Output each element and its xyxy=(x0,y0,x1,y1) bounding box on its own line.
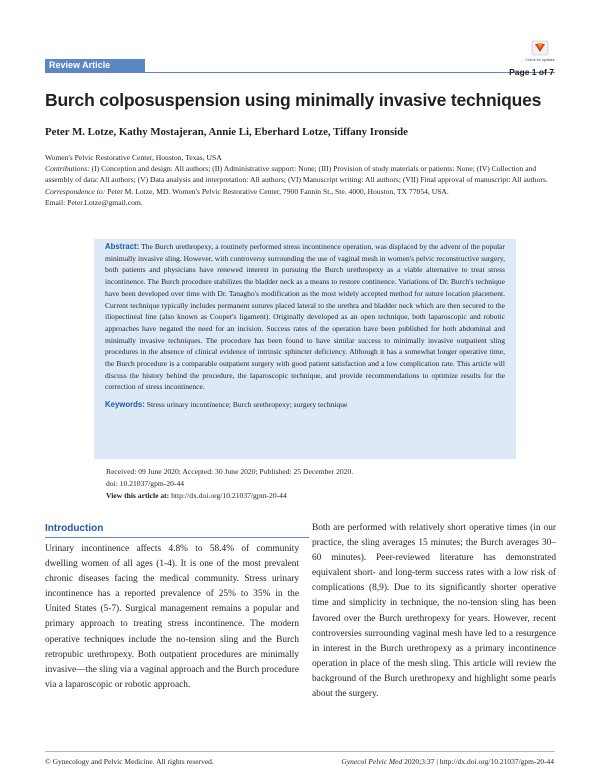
copyright: © Gynecology and Pelvic Medicine. All rights reserved. xyxy=(45,757,214,766)
contributions-text: (I) Conception and design: All authors; (II) Administrative support: None; (III) Provision of study materials or patients: None; (IV) Collection and assembly of data: All authors; (V) Data analysis and interpretation: All authors; (VI) Manuscript writing: All authors; (VII) Final approval of manuscript: All authors. xyxy=(45,164,548,185)
intro-column-right: Both are performed with relatively short operative times (in our practice, the sling averages 15 minutes; the Burch averages 30–60 minutes). Peer-reviewed literature has demonstrated equivalent short- and long-term success rates with a low risk of complications (8,9). Due to its significantly shorter operative time and simplicity in technique, the no-tension sling has been favored over the Burch urethropexy for years. However, recent controversies surrounding vaginal mesh have led to a resurgence in interest in the Burch urethropexy as a primary incontinence operation in place of the mesh sling. This article will review the background of the Burch urethropexy and highlight some pearls about the surgery. xyxy=(312,523,556,700)
footer-citation xyxy=(341,757,554,766)
footer-journal: Gynecol Pelvic Med xyxy=(341,757,403,766)
intro-column-left: Urinary incontinence affects 4.8% to 58.4% of community dwelling women of all ages (1-4). It is one of the most prevalent chronic diseases facing the medical community. Stress urinary incontinence has a reported prevalence of 25% to 35% in the United States (5-7). Surgical management remains a popular and primary approach to treating stress incontinence. The modern operative techniques include the no-tension sling and the Burch retropubic urethropexy. Both outpatient procedures are minimally invasive—the sling via a vaginal approach and the Burch procedure via a laparoscopic or robotic approach. xyxy=(45,544,299,690)
view-article-line xyxy=(106,490,506,502)
correspondence xyxy=(45,186,557,197)
article-title: Burch colposuspension using minimally invasive techniques xyxy=(45,90,542,110)
abstract-text: The Burch urethropexy, a routinely performed stress incontinence operation, was displaced by the advent of the popular minimally invasive sling. However, with controversy surrounding the use of vaginal mesh in women's pelvic reconstructive surgery, both patients and physicians have renewed interest in pursuing the Burch urethropexy as a viable alternative to treat stress incontinence. The Burch procedure stabilizes the bladder neck as a means to restore continence. Variations of Dr. Burch's technique have been developed over time with Dr. Tanagho's modification as the most widely accepted method for suture location placement. Current technique typically includes permanent sutures placed lateral to the urethra and bladder neck which are then secured to the iliopectineal line (also known as Cooper's ligament). Originally developed as an open technique, both laparoscopic and robotic approaches have negated the need for an incision. Success rates of the operation have been published for both abdominal and minimally invasive techniques. The procedure has been found to have similar success to minimally invasive outpatient sling procedures in the absence of clinical evidence of intrinsic sphincter deficiency. Although it has a somewhat longer operative time, the Burch procedure is a comparable outpatient surgery with good patient satisfaction and a low complication rate. This article will discuss the history behind the procedure, the laparoscopic technique, and provide recommendations to optimize results for the correction of stress incontinence. xyxy=(105,242,505,392)
correspondence-email[interactable]: Email: Peter.Lotze@gmail.com. xyxy=(45,197,143,207)
author-list: Peter M. Lotze, Kathy Mostajeran, Annie Li, Eberhard Lotze, Tiffany Ironside xyxy=(45,126,408,138)
affiliation: Women's Pelvic Restorative Center, Houston, Texas, USA xyxy=(45,153,222,162)
doi[interactable]: doi: 10.21037/gpm-20-44 xyxy=(106,479,185,489)
section-divider xyxy=(45,537,309,538)
received-dates: Received: 09 June 2020; Accepted: 30 June 2020; Published: 25 December 2020. xyxy=(106,467,354,476)
affiliation-block xyxy=(45,152,557,208)
article-type-label: Review Article xyxy=(45,59,145,72)
check-for-updates-icon[interactable] xyxy=(527,41,553,69)
contributions xyxy=(45,163,557,185)
article-dates xyxy=(106,466,506,503)
page-number: Page 1 of 7 xyxy=(509,67,554,77)
abstract-label: Abstract: xyxy=(105,242,140,251)
contributions-label: Contributions: xyxy=(45,164,90,174)
footer-divider xyxy=(45,751,555,752)
abstract-body xyxy=(105,241,505,393)
section-heading-introduction: Introduction xyxy=(45,523,104,534)
footer-doi[interactable]: 2020;3:37 | http://dx.doi.org/10.21037/gpm-20-44 xyxy=(402,757,554,766)
view-article-label: View this article at: xyxy=(106,491,170,501)
badge-label: Check for updates xyxy=(525,58,555,62)
view-article-link[interactable]: http://dx.doi.org/10.21037/gpm-20-44 xyxy=(169,491,287,501)
correspondence-text: Peter M. Lotze, MD. Women's Pelvic Restorative Center, 7900 Fannin St., Ste. 4000, Houston, TX 77054, USA. xyxy=(105,186,449,196)
abstract-box xyxy=(94,239,516,459)
keywords xyxy=(105,399,505,411)
keywords-label: Keywords: xyxy=(105,400,145,410)
header-divider xyxy=(45,72,555,73)
keywords-text: Stress urinary incontinence; Burch urethropexy; surgery technique xyxy=(144,400,348,410)
correspondence-label: Correspondence to: xyxy=(45,186,106,196)
